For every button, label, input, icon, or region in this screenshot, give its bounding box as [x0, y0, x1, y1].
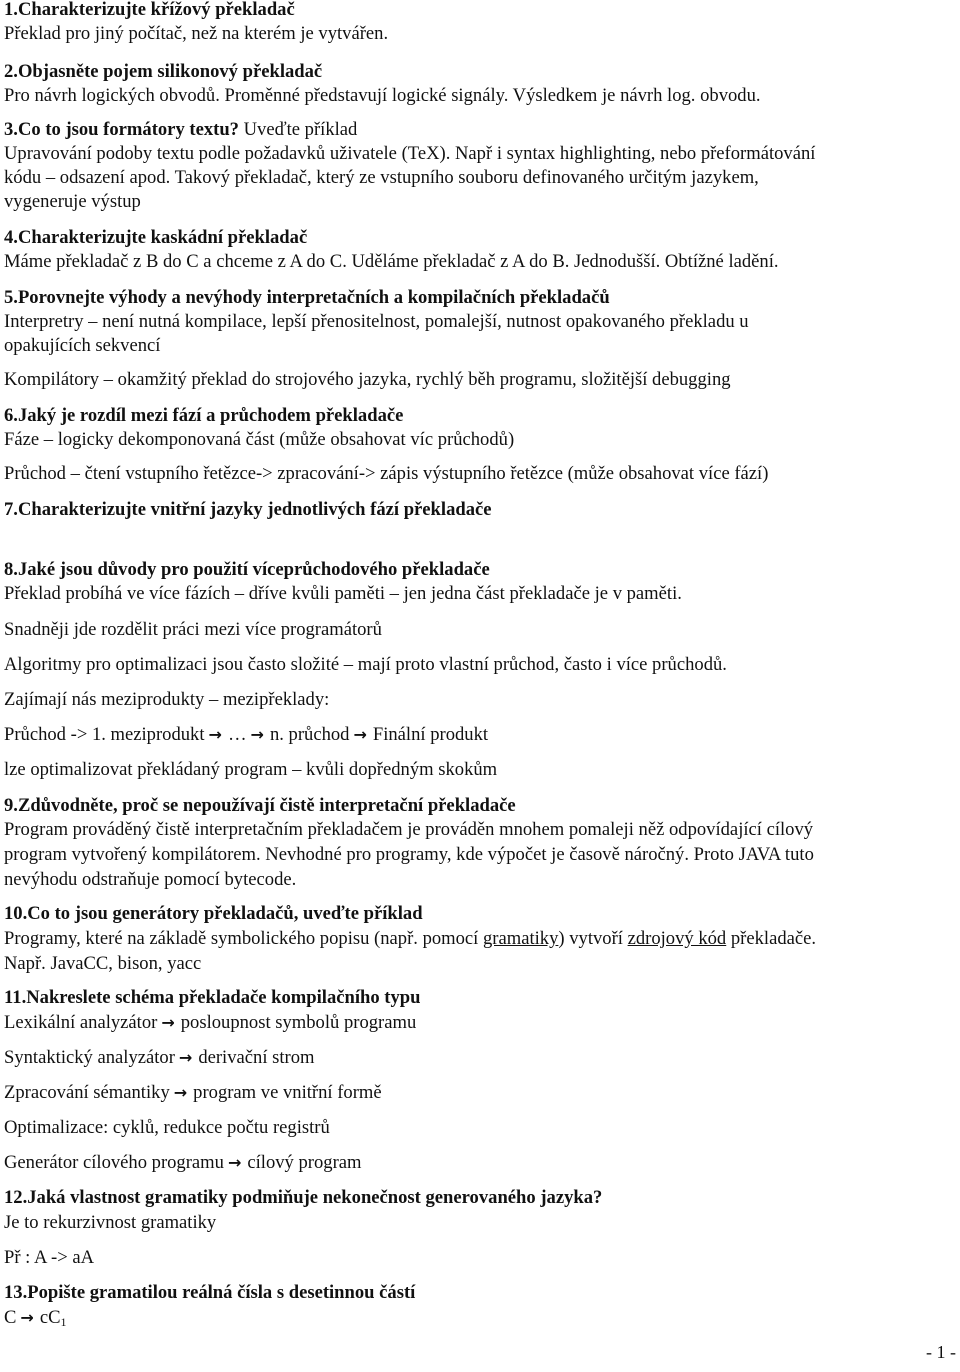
- q8-flow: [4, 723, 944, 748]
- grammar-link[interactable]: gramatiky: [483, 928, 559, 949]
- q3-heading-bold: 3.Co to jsou formátory textu?: [4, 119, 239, 140]
- q6-pass: Průchod – čtení vstupního řetězce-> zpracování-> zápis výstupního řetězce (může obsahovat více fází): [4, 463, 769, 484]
- arrow-right-icon: →: [250, 725, 264, 744]
- q11-row-from: Syntaktický analyzátor: [4, 1047, 175, 1068]
- q8-flow-b: …: [227, 724, 247, 745]
- q11-row-from: Generátor cílového programu: [4, 1152, 224, 1173]
- q11-row-to: cílový program: [247, 1152, 362, 1173]
- q8-heading: 8.Jaké jsou důvody pro použití víceprůchodového překladače: [4, 559, 490, 580]
- q11-row: [4, 1116, 944, 1141]
- page-number: - 1 -: [926, 1342, 956, 1362]
- q8-flow-c: n. průchod: [269, 724, 350, 745]
- q3-answer-line-2: kódu – odsazení apod. Takový překladač, který ze vstupního souboru definovaného určitým jazykem,: [4, 167, 759, 188]
- q11-row: [4, 1151, 944, 1176]
- q6-heading: 6.Jaký je rozdíl mezi fází a průchodem překladače: [4, 405, 404, 426]
- q12-line-1: Je to rekurzivnost gramatiky: [4, 1212, 217, 1233]
- q3-answer-line-3: vygeneruje výstup: [4, 191, 141, 212]
- q11-row-from: Zpracování sémantiky: [4, 1082, 170, 1103]
- arrow-right-icon: →: [208, 725, 222, 744]
- q10-text-3: překladače.: [726, 928, 817, 949]
- q11-row-to: program ve vnitřní formě: [193, 1082, 382, 1103]
- q10-text-2: ) vytvoří: [558, 928, 628, 949]
- q8-line-1: Překlad probíhá ve více fázích – dříve kvůli paměti – jen jedna část překladače je v paměti.: [4, 583, 682, 604]
- q11-row-from: Lexikální analyzátor: [4, 1012, 158, 1033]
- q2-heading: 2.Objasněte pojem silikonový překladač: [4, 61, 323, 82]
- q8-line-4: Zajímají nás meziprodukty – mezipřeklady:: [4, 689, 330, 710]
- arrow-right-icon: →: [353, 725, 367, 744]
- q2-answer: Pro návrh logických obvodů. Proměnné představují logické signály. Výsledkem je návrh log. obvodu.: [4, 85, 761, 106]
- q6-answer: Fáze – logicky dekomponovaná část (může obsahovat víc průchodů): [4, 429, 515, 450]
- q11-row-to: derivační strom: [198, 1047, 315, 1068]
- q5-answer-line-2: opakujících sekvencí: [4, 335, 161, 356]
- q3-answer-line-1: Upravování podoby textu podle požadavků uživatele (TeX). Např i syntax highlighting, nebo přeformátování: [4, 143, 816, 164]
- q11-heading: 11.Nakreslete schéma překladače kompilačního typu: [4, 987, 421, 1008]
- q12-heading: 12.Jaká vlastnost gramatiky podmiňuje nekonečnost generovaného jazyka?: [4, 1187, 603, 1208]
- q5-heading: 5.Porovnejte výhody a nevýhody interpretačních a kompilačních překladačů: [4, 287, 610, 308]
- q9-line-1: Program prováděný čistě interpretačním překladačem je prováděn mnohem pomaleji něž odpovídající cílový: [4, 819, 814, 840]
- q3-heading-rest: Uveďte příklad: [238, 119, 358, 140]
- arrow-right-icon: →: [161, 1013, 175, 1032]
- q5-answer-line-1: Interpretry – není nutná kompilace, lepší přenositelnost, pomalejší, nutnost opakovaného překladu u: [4, 311, 749, 332]
- q10-text-1: Programy, které na základě symbolického popisu (např. pomocí: [4, 928, 483, 949]
- source-code-link[interactable]: zdrojový kód: [627, 928, 727, 949]
- q4-answer: Máme překladač z B do C a chceme z A do C. Uděláme překladač z A do B. Jednodušší. Obtížné ladění.: [4, 251, 779, 272]
- q8-line-2: Snadněji jde rozdělit práci mezi více programátorů: [4, 619, 382, 640]
- arrow-right-icon: →: [20, 1308, 34, 1327]
- q11-row-from: Optimalizace: cyklů, redukce počtu registrů: [4, 1117, 330, 1138]
- q10-line-1: [4, 927, 944, 952]
- q1-heading: 1.Charakterizujte křížový překladač: [4, 0, 295, 20]
- arrow-right-icon: →: [178, 1048, 193, 1067]
- q11-row-to: posloupnost symbolů programu: [180, 1012, 417, 1033]
- q9-heading: 9.Zdůvodněte, proč se nepoužívají čistě interpretační překladače: [4, 795, 516, 816]
- q8-flow-a: Průchod -> 1. meziprodukt: [4, 724, 205, 745]
- q11-row: [4, 1011, 944, 1036]
- q13-from: C: [4, 1307, 17, 1328]
- arrow-right-icon: →: [173, 1083, 188, 1102]
- q9-line-3: nevýhodu odstraňuje pomocí bytecode.: [4, 869, 297, 890]
- q12-line-2: Př : A -> aA: [4, 1247, 95, 1268]
- q11-row: [4, 1081, 944, 1106]
- q5-compilers: Kompilátory – okamžitý překlad do strojového jazyka, rychlý běh programu, složitější debugging: [4, 369, 731, 390]
- q13-to: cC: [39, 1307, 61, 1328]
- q8-flow-d: Finální produkt: [372, 724, 489, 745]
- q13-subscript: 1: [60, 1315, 67, 1329]
- q7-heading: 7.Charakterizujte vnitřní jazyky jednotlivých fází překladače: [4, 499, 492, 520]
- q3-heading: [4, 118, 944, 143]
- q1-answer: Překlad pro jiný počítač, než na kterém je vytvářen.: [4, 23, 389, 44]
- q10-heading: 10.Co to jsou generátory překladačů, uveďte příklad: [4, 903, 423, 924]
- q10-line-2: Např. JavaCC, bison, yacc: [4, 953, 202, 974]
- q8-last: lze optimalizovat překládaný program – kvůli dopředným skokům: [4, 759, 498, 780]
- q13-line: [4, 1306, 944, 1335]
- q8-line-3: Algoritmy pro optimalizaci jsou často složité – mají proto vlastní průchod, často i více průchodů.: [4, 654, 727, 675]
- q9-line-2: program vytvořený kompilátorem. Nevhodné pro programy, kde výpočet je časově náročný. Proto JAVA tuto: [4, 844, 814, 865]
- arrow-right-icon: →: [227, 1153, 242, 1172]
- q11-row: [4, 1046, 944, 1071]
- q4-heading: 4.Charakterizujte kaskádní překladač: [4, 227, 308, 248]
- q13-heading: 13.Popište gramatilou reálná čísla s desetinnou částí: [4, 1282, 416, 1303]
